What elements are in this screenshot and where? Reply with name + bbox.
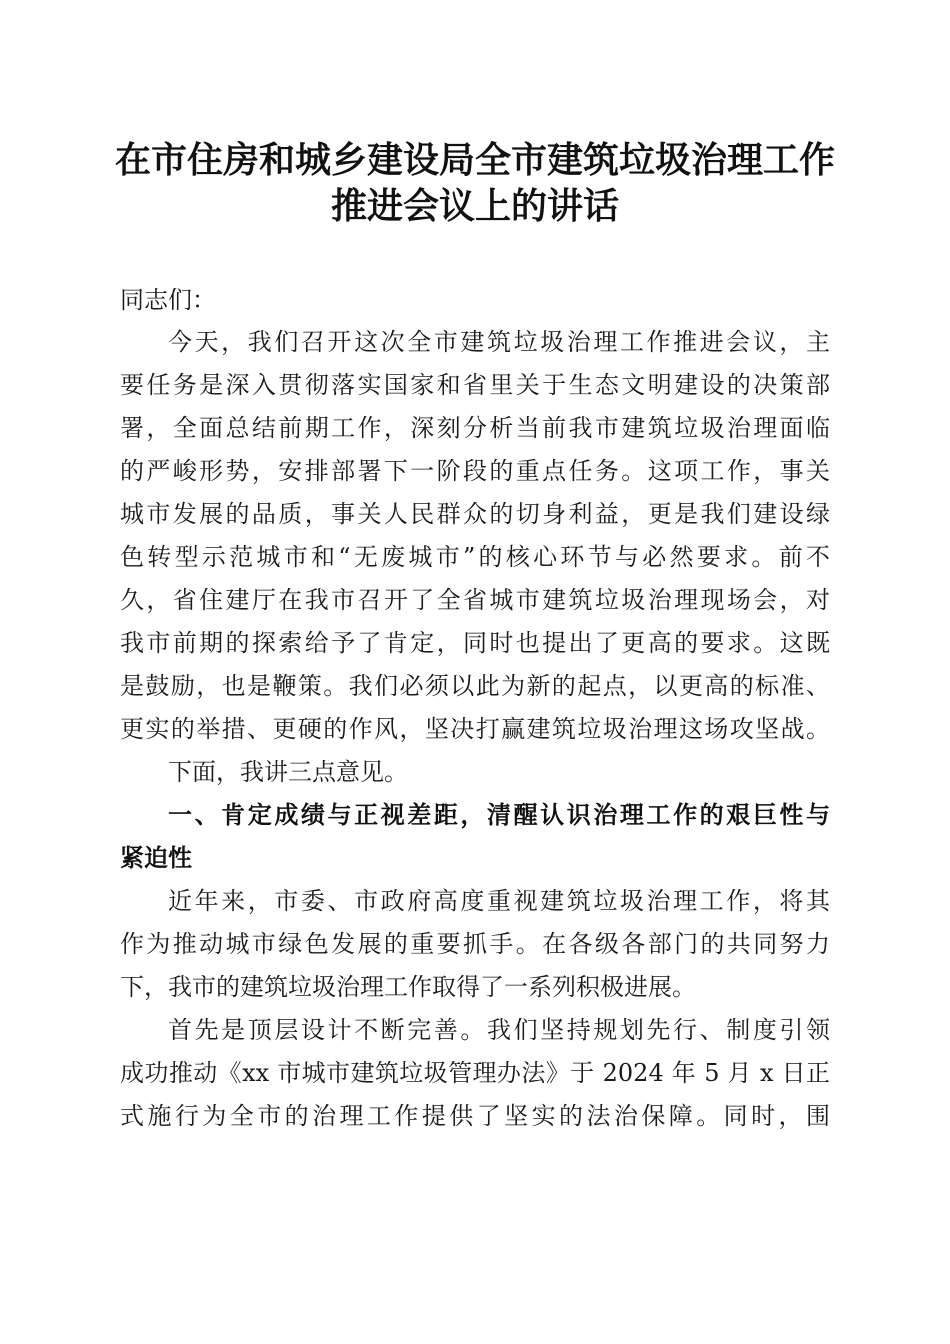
paragraph-line: 署，全面总结前期工作，深刻分析当前我市建筑垃圾治理面临	[120, 414, 830, 442]
paragraph-line: 式施行为全市的治理工作提供了坚实的法治保障。同时，围	[120, 1102, 830, 1130]
paragraph-line: 要任务是深入贯彻落实国家和省里关于生态文明建设的决策部	[120, 371, 830, 399]
paragraph-line: 久，省住建厅在我市召开了全省城市建筑垃圾治理现场会，对	[120, 586, 830, 614]
salutation: 同志们：	[120, 286, 216, 314]
paragraph-line: 更实的举措、更硬的作风，坚决打赢建筑垃圾治理这场攻坚战。	[120, 715, 830, 743]
paragraph-line: 成功推动《xx 市城市建筑垃圾管理办法》于 2024 年 5 月 x 日正	[120, 1059, 830, 1087]
paragraph-line: 是鼓励，也是鞭策。我们必须以此为新的起点，以更高的标准、	[120, 672, 830, 700]
paragraph-line: 色转型示范城市和“无废城市”的核心环节与必然要求。前不	[120, 543, 830, 571]
document-title-line-2: 推进会议上的讲话	[330, 185, 619, 227]
section-heading: 一、肯定成绩与正视差距，清醒认识治理工作的艰巨性与	[168, 801, 830, 829]
paragraph-line: 今天，我们召开这次全市建筑垃圾治理工作推进会议，主	[168, 328, 830, 356]
paragraph-line: 下面，我讲三点意见。	[168, 758, 408, 786]
section-heading: 紧迫性	[120, 844, 192, 872]
paragraph-line: 作为推动城市绿色发展的重要抓手。在各级各部门的共同努力	[120, 930, 830, 958]
paragraph-line: 下，我市的建筑垃圾治理工作取得了一系列积极进展。	[120, 973, 696, 1001]
paragraph-line: 我市前期的探索给予了肯定，同时也提出了更高的要求。这既	[120, 629, 830, 657]
paragraph-line: 首先是顶层设计不断完善。我们坚持规划先行、制度引领	[168, 1016, 830, 1044]
paragraph-line: 城市发展的品质，事关人民群众的切身利益，更是我们建设绿	[120, 500, 830, 528]
paragraph-line: 的严峻形势，安排部署下一阶段的重点任务。这项工作，事关	[120, 457, 830, 485]
document-title-line-1: 在市住房和城乡建设局全市建筑垃圾治理工作	[114, 139, 835, 181]
paragraph-line: 近年来，市委、市政府高度重视建筑垃圾治理工作，将其	[168, 887, 830, 915]
